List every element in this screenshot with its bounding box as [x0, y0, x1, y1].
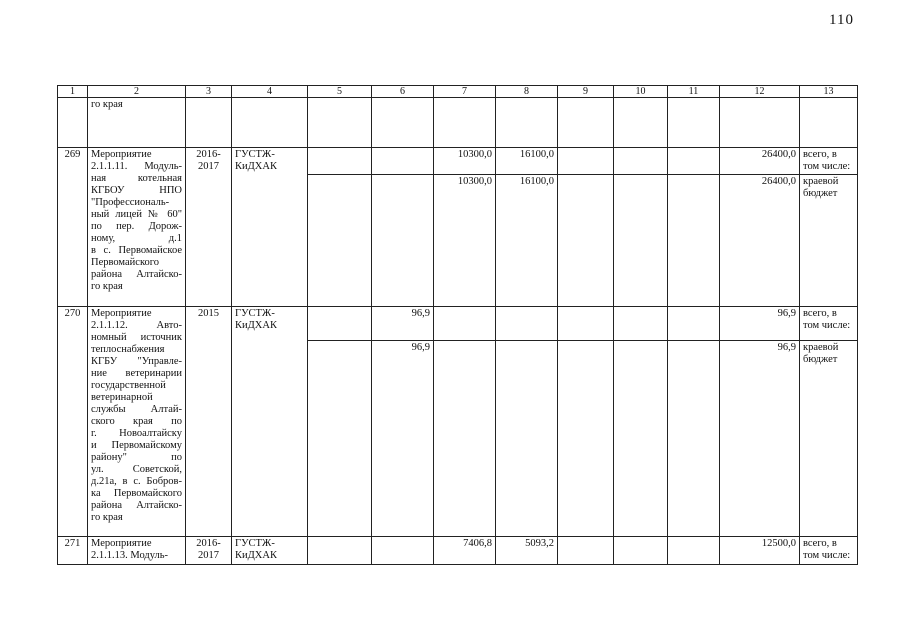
measure-name — [88, 307, 186, 537]
amount-c9 — [558, 148, 614, 175]
executor: ГУСТЖ- КиДХАК — [232, 537, 308, 565]
years: 2016- 2017 — [186, 148, 232, 307]
amount-c6: 96,9 — [372, 341, 434, 537]
measure-name-line: району" по — [91, 452, 182, 463]
measure-name-line: ная котельная — [91, 173, 182, 184]
amount-c8 — [496, 341, 558, 537]
amount-c11 — [668, 307, 720, 341]
measure-name-line: государственной — [91, 380, 166, 391]
page-number: 110 — [829, 12, 854, 28]
amount-c12: 96,9 — [720, 341, 800, 537]
amount-c6: 96,9 — [372, 307, 434, 341]
row-number: 269 — [58, 148, 88, 307]
amount-c5 — [308, 537, 372, 565]
measure-name — [88, 148, 186, 307]
amount-c10 — [614, 537, 668, 565]
measure-name-line: Мероприятие — [91, 149, 152, 160]
amount-c11 — [668, 537, 720, 565]
measure-name-line: 2.1.1.11. Модуль- — [91, 161, 182, 172]
amount-c7: 10300,0 — [434, 148, 496, 175]
measure-name-line: КГБОУ НПО — [91, 185, 182, 196]
header-col-12: 12 — [720, 86, 800, 98]
header-col-10: 10 — [614, 86, 668, 98]
amount-c7: 10300,0 — [434, 175, 496, 307]
continuation-name: го края — [88, 98, 186, 148]
measure-name-line: и Первомайскому — [91, 440, 182, 451]
measure-name-line: ул. Советской, — [91, 464, 182, 475]
measure-name-line: го края — [91, 281, 123, 292]
funding-source: краевой бюджет — [800, 175, 858, 307]
header-col-9: 9 — [558, 86, 614, 98]
amount-c5 — [308, 341, 372, 537]
header-col-11: 11 — [668, 86, 720, 98]
amount-c10 — [614, 148, 668, 175]
row-number: 271 — [58, 537, 88, 565]
amount-c9 — [558, 537, 614, 565]
table-row — [58, 148, 858, 175]
amount-c12: 26400,0 — [720, 148, 800, 175]
header-row — [58, 86, 858, 98]
amount-c9 — [558, 307, 614, 341]
amount-c10 — [614, 175, 668, 307]
measure-name-line: Мероприятие — [91, 538, 152, 549]
amount-c7 — [434, 307, 496, 341]
amount-c8: 5093,2 — [496, 537, 558, 565]
measure-name-line: ние ветеринарии — [91, 368, 182, 379]
funding-source: всего, в том числе: — [800, 148, 858, 175]
measure-name-line: ный лицей № 60" — [91, 209, 182, 220]
funding-source: краевой бюджет — [800, 341, 858, 537]
measure-name-line: по пер. Дорож- — [91, 221, 182, 232]
amount-c8: 16100,0 — [496, 175, 558, 307]
funding-source: всего, в том числе: — [800, 307, 858, 341]
header-col-7: 7 — [434, 86, 496, 98]
header-col-8: 8 — [496, 86, 558, 98]
amount-c5 — [308, 307, 372, 341]
measure-name-line: Мероприятие — [91, 308, 152, 319]
amount-c9 — [558, 175, 614, 307]
amount-c7 — [434, 341, 496, 537]
amount-c10 — [614, 307, 668, 341]
header-col-3: 3 — [186, 86, 232, 98]
funding-source: всего, в том числе: — [800, 537, 858, 565]
amount-c8: 16100,0 — [496, 148, 558, 175]
amount-c9 — [558, 341, 614, 537]
amount-c11 — [668, 341, 720, 537]
header-col-4: 4 — [232, 86, 308, 98]
measure-name-line: района Алтайско- — [91, 500, 182, 511]
table-row — [58, 537, 858, 565]
measure-name-line: ному, д.1 — [91, 233, 182, 244]
amount-c6 — [372, 537, 434, 565]
years: 2016- 2017 — [186, 537, 232, 565]
measure-name-line: службы Алтай- — [91, 404, 182, 415]
measure-name-line: КГБУ "Управле- — [91, 356, 182, 367]
measure-name-line: теплоснабжения — [91, 344, 165, 355]
header-col-6: 6 — [372, 86, 434, 98]
measure-name-line: го края — [91, 512, 123, 523]
amount-c5 — [308, 175, 372, 307]
amount-c7: 7406,8 — [434, 537, 496, 565]
measure-name-line: в с. Первомайское — [91, 245, 182, 256]
amount-c12: 26400,0 — [720, 175, 800, 307]
header-col-2: 2 — [88, 86, 186, 98]
amount-c12: 12500,0 — [720, 537, 800, 565]
years: 2015 — [186, 307, 232, 537]
executor: ГУСТЖ- КиДХАК — [232, 307, 308, 537]
amount-c12: 96,9 — [720, 307, 800, 341]
measure-name-line: г. Новоалтайску — [91, 428, 182, 439]
continuation-row — [58, 98, 858, 148]
measure-name-line: ветеринарной — [91, 392, 153, 403]
amount-c6 — [372, 148, 434, 175]
measure-name-line: района Алтайско- — [91, 269, 182, 280]
amount-c8 — [496, 307, 558, 341]
measure-name-line: номный источник — [91, 332, 182, 343]
measure-name-line: ского края по — [91, 416, 182, 427]
executor: ГУСТЖ- КиДХАК — [232, 148, 308, 307]
measure-name — [88, 537, 186, 565]
amount-c11 — [668, 175, 720, 307]
header-col-13: 13 — [800, 86, 858, 98]
amount-c10 — [614, 341, 668, 537]
measure-name-line: "Профессиональ- — [91, 197, 170, 208]
amount-c11 — [668, 148, 720, 175]
amount-c5 — [308, 148, 372, 175]
budget-table — [57, 85, 858, 565]
measure-name-line: д.21а, в с. Бобров- — [91, 476, 182, 487]
measure-name-line: Первомайского — [91, 257, 160, 268]
measure-name-line: ка Первомайского — [91, 488, 182, 499]
measure-name-line: 2.1.1.13. Модуль- — [91, 550, 169, 561]
row-number: 270 — [58, 307, 88, 537]
header-col-5: 5 — [308, 86, 372, 98]
measure-name-line: 2.1.1.12. Авто- — [91, 320, 182, 331]
amount-c6 — [372, 175, 434, 307]
header-col-1: 1 — [58, 86, 88, 98]
table-row — [58, 307, 858, 341]
